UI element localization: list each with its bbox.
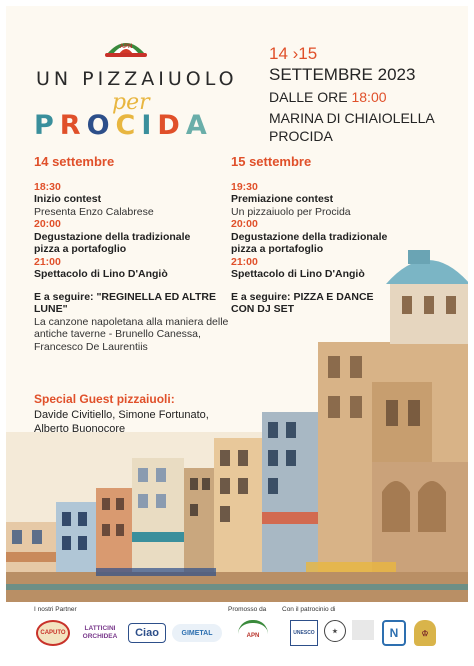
poster bbox=[6, 6, 468, 660]
special-guests bbox=[34, 392, 254, 436]
patronage-label: Con il patrocinio di bbox=[282, 606, 336, 613]
latticini-orchidea-logo bbox=[76, 620, 124, 646]
program-day-15 bbox=[231, 156, 451, 316]
day14-follow-note-3: Francesco De Laurentiis bbox=[34, 340, 148, 353]
event-month-year: SETTEMBRE 2023 bbox=[269, 65, 416, 84]
date-block bbox=[269, 44, 459, 145]
day15-event3-time: 21:00 bbox=[231, 255, 258, 268]
day14-follow-title: E a seguire: "REGINELLA ED ALTRE LUNE" bbox=[34, 290, 216, 315]
event-hours bbox=[269, 89, 459, 105]
day15-event2-title-2: pizza a portafoglio bbox=[231, 243, 324, 255]
place-line1: MARINA DI CHIAIOLELLA bbox=[269, 110, 435, 126]
title-procida-letter: I bbox=[141, 110, 158, 141]
day14-event2-time: 20:00 bbox=[34, 218, 61, 230]
day14-follow-note-2: antiche taverne - Brunello Canessa, bbox=[34, 328, 201, 340]
day15-event2-time: 20:00 bbox=[231, 218, 258, 230]
latticini-text: LATTICINI bbox=[84, 625, 116, 632]
day14-event2-title-2: pizza a portafoglio bbox=[34, 243, 127, 255]
day15-event1-title: Premiazione contest bbox=[231, 193, 334, 205]
title-procida-letter: O bbox=[86, 110, 116, 141]
procida-crest-icon: ♔ bbox=[414, 620, 436, 646]
day15-event1-time: 19:30 bbox=[231, 180, 258, 193]
title-line1: UN PIZZAIUOLO bbox=[36, 68, 238, 90]
day14-event1-time: 18:30 bbox=[34, 180, 61, 193]
promoted-label: Promosso da bbox=[228, 606, 267, 613]
apn-logo bbox=[103, 34, 149, 60]
apn-logo-text: APN bbox=[119, 44, 133, 50]
day14-event3-time: 21:00 bbox=[34, 255, 61, 268]
sponsors-footer bbox=[6, 602, 468, 660]
place-line2: PROCIDA bbox=[269, 128, 333, 144]
program-day-14 bbox=[34, 156, 244, 353]
day15-title: 15 settembre bbox=[231, 154, 312, 169]
day14-event3-title: Spettacolo di Lino D'Angiò bbox=[34, 268, 168, 280]
event-place bbox=[269, 109, 459, 145]
gimetal-logo: GIMETAL bbox=[172, 624, 222, 642]
ciao-logo: Ciao bbox=[128, 623, 166, 643]
italian-republic-emblem-icon: ★ bbox=[324, 620, 346, 642]
title-per: per bbox=[112, 90, 150, 115]
day15-event2-title-1: Degustazione della tradizionale bbox=[231, 230, 388, 243]
guests-line2: Alberto Buonocore bbox=[34, 423, 126, 435]
title-procida-letter: D bbox=[157, 110, 186, 141]
orchidea-text: ORCHIDEA bbox=[82, 633, 118, 640]
title-procida-letter: C bbox=[115, 110, 142, 141]
region-logo: N bbox=[382, 620, 406, 646]
day15-event1-note: Un pizzaiuolo per Procida bbox=[231, 205, 351, 218]
ministry-logo bbox=[352, 620, 374, 640]
guests-line1: Davide Civitiello, Simone Fortunato, bbox=[34, 409, 209, 421]
day15-follow-title-1: E a seguire: PIZZA E DANCE bbox=[231, 290, 374, 303]
event-days: 14 ›15 bbox=[269, 44, 318, 63]
title-procida-letter: A bbox=[185, 110, 213, 141]
title-procida-letter: R bbox=[59, 110, 87, 141]
caputo-logo: CAPUTO bbox=[36, 620, 70, 646]
day15-event3-title: Spettacolo di Lino D'Angiò bbox=[231, 268, 365, 280]
guests-title: Special Guest pizzaiuoli: bbox=[34, 392, 175, 406]
hours-time: 18:00 bbox=[351, 89, 387, 105]
apn-footer-logo: APN bbox=[238, 620, 268, 648]
hours-prefix: DALLE ORE bbox=[269, 89, 348, 105]
day14-title: 14 settembre bbox=[34, 154, 115, 169]
day14-event2-title-1: Degustazione della tradizionale bbox=[34, 230, 191, 243]
title-procida-letter: P bbox=[34, 110, 60, 141]
title-procida bbox=[34, 110, 213, 141]
day14-event1-title: Inizio contest bbox=[34, 193, 102, 205]
day14-follow-note-1: La canzone napoletana alla maniera delle bbox=[34, 315, 229, 328]
day14-event1-note: Presenta Enzo Calabrese bbox=[34, 205, 154, 218]
day15-follow-title-2: CON DJ SET bbox=[231, 303, 295, 315]
partners-label: I nostri Partner bbox=[34, 606, 77, 613]
unesco-logo: UNESCO bbox=[290, 620, 318, 646]
